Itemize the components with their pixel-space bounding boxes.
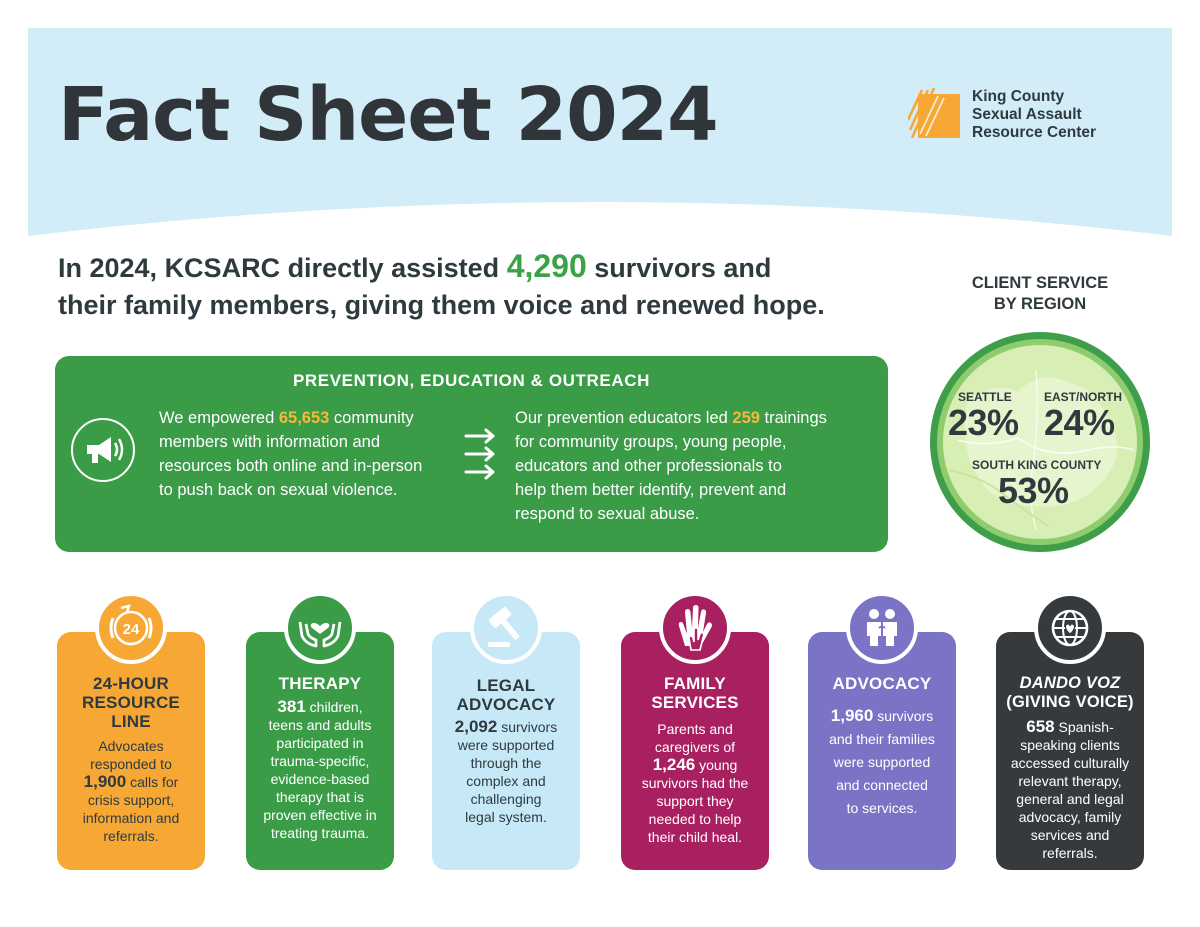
card-body-line — [808, 704, 956, 728]
card-title-line: ADVOCACY — [456, 695, 556, 714]
prevention-title: PREVENTION, EDUCATION & OUTREACH — [292, 371, 650, 390]
headline-text: In 2024, KCSARC directly assisted — [58, 253, 507, 283]
card-family-services — [621, 632, 769, 870]
text-line: members with information and — [159, 433, 381, 451]
24-hour-phone-icon — [95, 592, 167, 664]
text-line: to push back on sexual violence. — [159, 481, 398, 499]
headline-line-1 — [58, 248, 908, 287]
card-body-line — [621, 756, 769, 774]
card-title-line: 24-HOUR — [92, 674, 170, 693]
card-title-line: LINE — [111, 712, 151, 731]
card-title — [996, 674, 1144, 712]
text: calls for — [130, 774, 179, 790]
card-title-line: ADVOCACY — [832, 674, 932, 693]
survivors-count: 4,290 — [506, 248, 587, 284]
south-label: SOUTH KING COUNTY — [972, 458, 1102, 472]
megaphone-icon — [71, 418, 135, 482]
prevention-right-text — [515, 406, 827, 526]
south-pct: 53% — [998, 470, 1069, 511]
gavel-icon — [470, 592, 542, 664]
headline-line-2: their family members, giving them voice and renewed hope. — [58, 290, 825, 320]
card-body-line: relevant therapy, — [1018, 773, 1122, 789]
region-title-line: CLIENT SERVICE — [971, 274, 1109, 292]
text: survivors — [497, 719, 558, 735]
card-body-line: survivors had the — [641, 775, 749, 791]
org-logo — [908, 86, 1128, 146]
org-name-line: Resource Center — [972, 124, 1097, 141]
card-body-line: advocacy, family — [1018, 809, 1122, 825]
card-body-line: referrals. — [1042, 845, 1098, 861]
card-body — [621, 720, 769, 846]
prevention-left-text — [159, 406, 422, 502]
calls-count: 1,900 — [83, 772, 127, 791]
card-body-line: caregivers of — [654, 739, 736, 755]
org-name-line: King County — [972, 88, 1065, 105]
headline-text: survivors and — [586, 253, 772, 283]
spanish-count: 658 — [1026, 717, 1055, 736]
card-body-line: Parents and — [657, 721, 733, 737]
card-body-line — [57, 773, 205, 791]
card-advocacy — [808, 632, 956, 870]
card-body-line: proven effective in — [263, 807, 377, 823]
text-line: help them better identify, prevent and — [515, 481, 787, 499]
card-body-line — [996, 718, 1144, 736]
globe-heart-icon — [1034, 592, 1106, 664]
card-body-line: accessed culturally — [1010, 755, 1130, 771]
text: Spanish- — [1054, 719, 1114, 735]
icon-text: 24 — [122, 621, 140, 638]
card-body-line: were supported — [833, 754, 931, 770]
text-line: educators and other professionals to — [515, 457, 782, 475]
text: community — [329, 409, 414, 427]
card-body-line: trauma-specific, — [270, 753, 370, 769]
card-title — [432, 676, 580, 714]
card-body-line — [432, 718, 580, 736]
card-title-line: SERVICES — [651, 693, 739, 712]
card-body — [996, 718, 1144, 862]
card-body-line: legal system. — [465, 809, 547, 825]
seattle-pct: 23% — [948, 402, 1019, 443]
card-body-line: through the — [470, 755, 542, 771]
advocacy-count: 1,960 — [830, 706, 874, 725]
region-title — [938, 273, 1142, 315]
card-body-line — [246, 698, 394, 716]
card-body-line: teens and adults — [268, 717, 372, 733]
card-title — [246, 674, 394, 693]
people-icon — [846, 592, 918, 664]
card-legal-advocacy — [432, 632, 580, 870]
trainings-count: 259 — [732, 409, 760, 427]
card-body-line: and their families — [829, 731, 935, 747]
card-body — [246, 698, 394, 842]
card-body-line: Advocates — [98, 738, 164, 754]
card-body — [808, 704, 956, 820]
arrows-icon — [463, 426, 499, 482]
card-title-line: LEGAL — [476, 676, 536, 695]
card-body-line: and connected — [836, 777, 928, 793]
card-body-line: evidence-based — [270, 771, 370, 787]
card-body-line: challenging — [470, 791, 542, 807]
card-body-line: therapy that is — [276, 789, 364, 805]
text-line: resources both online and in-person — [159, 457, 423, 475]
text: children, — [305, 699, 363, 715]
card-body-line: treating trauma. — [270, 825, 370, 841]
page-title: Fact Sheet 2024 — [58, 72, 718, 158]
text: trainings — [759, 409, 827, 427]
region-map — [928, 330, 1152, 554]
card-body-line: services and — [1030, 827, 1110, 843]
card-body-line: speaking clients — [1020, 737, 1120, 753]
card-title — [57, 674, 205, 731]
card-body-line: to services. — [846, 800, 918, 816]
card-body-line: referrals. — [103, 828, 159, 844]
card-title-line: THERAPY — [278, 674, 362, 693]
card-body-line: their child heal. — [647, 829, 743, 845]
region-title-line: BY REGION — [993, 295, 1087, 313]
text: We empowered — [159, 409, 279, 427]
therapy-count: 381 — [277, 697, 306, 716]
card-resource-line — [57, 621, 205, 870]
prevention-panel — [55, 356, 888, 552]
hands-icon — [659, 592, 731, 664]
card-body-line: information and — [82, 810, 180, 826]
card-body-line: participated in — [276, 735, 364, 751]
card-title-line: (GIVING VOICE) — [1006, 693, 1134, 711]
card-body-line: responded to — [90, 756, 172, 772]
card-title-line: DANDO VOZ — [1019, 674, 1121, 692]
card-body-line: support they — [656, 793, 734, 809]
eastnorth-label: EAST/NORTH — [1044, 390, 1122, 404]
card-body-line: crisis support, — [87, 792, 175, 808]
text-line: for community groups, young people, — [515, 433, 787, 451]
legal-count: 2,092 — [454, 717, 498, 736]
org-name — [972, 88, 1096, 142]
hands-heart-icon — [284, 592, 356, 664]
text: young — [695, 757, 738, 773]
family-count: 1,246 — [652, 755, 696, 774]
community-count: 65,653 — [278, 409, 330, 427]
text-line — [515, 406, 827, 430]
card-body — [57, 737, 205, 845]
seattle-label: SEATTLE — [958, 390, 1012, 404]
card-body-line: complex and — [466, 773, 546, 789]
card-title-line: RESOURCE — [82, 693, 180, 712]
headline — [58, 248, 908, 324]
eastnorth-pct: 24% — [1044, 402, 1115, 443]
card-body-line: needed to help — [648, 811, 742, 827]
card-title — [621, 674, 769, 712]
card-title-line: FAMILY — [664, 674, 726, 693]
text: Our prevention educators led — [515, 409, 733, 427]
kcsarc-logo-icon — [908, 86, 968, 146]
text-line — [159, 406, 422, 430]
card-dando-voz — [996, 632, 1144, 870]
card-therapy — [246, 632, 394, 870]
card-body-line: were supported — [457, 737, 555, 753]
text: survivors — [873, 708, 934, 724]
text-line: respond to sexual abuse. — [515, 505, 700, 523]
card-title — [808, 674, 956, 693]
card-body-line: general and legal — [1016, 791, 1124, 807]
org-name-line: Sexual Assault — [972, 106, 1082, 123]
card-body — [432, 718, 580, 826]
